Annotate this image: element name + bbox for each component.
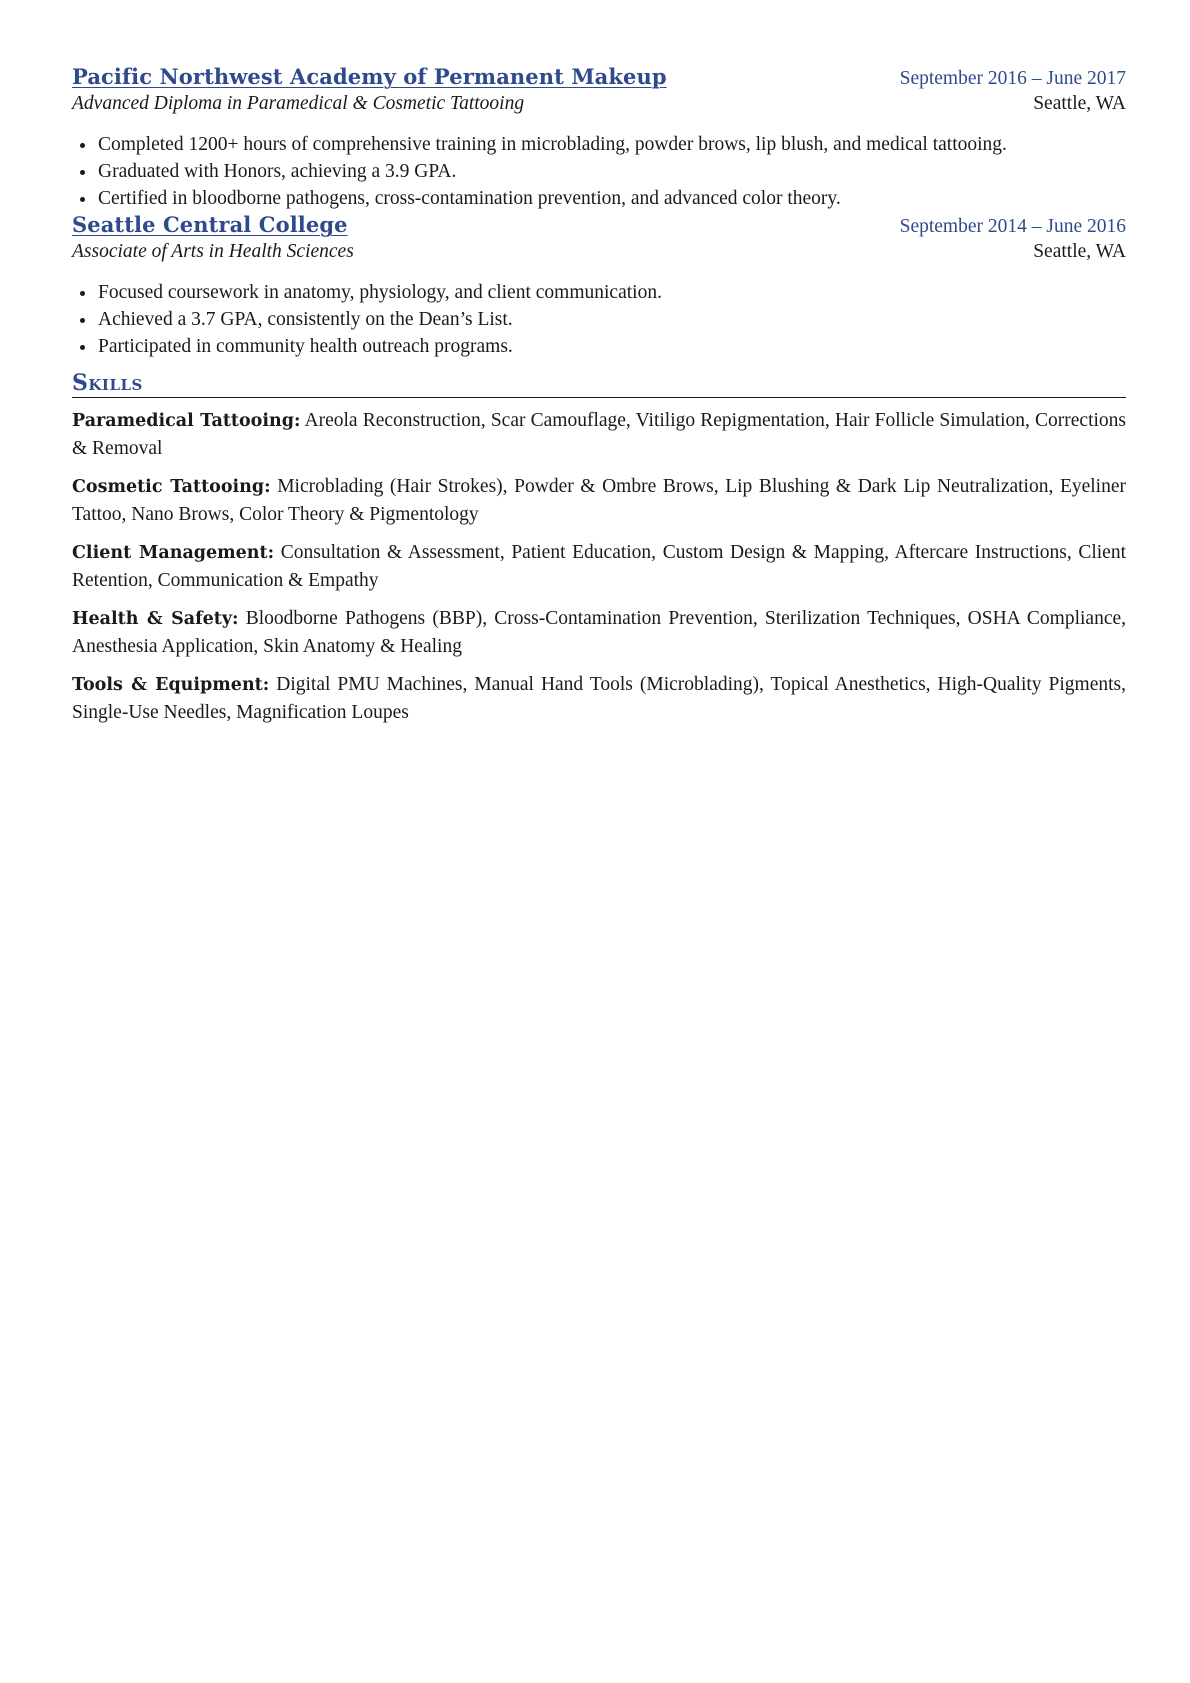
skill-category: [72, 473, 1126, 528]
skill-category-text: Bloodborne Pathogens (BBP), Cross-Contamination Prevention, Sterilization Techniques, OSHA Compliance, Anesthesia Application, Skin Anatomy & Healing: [72, 608, 1127, 657]
education-dates: September 2014 – June 2016: [899, 216, 1126, 237]
education-bullet: Graduated with Honors, achieving a 3.9 GPA.: [98, 158, 1126, 185]
skills-section-header: [72, 366, 1126, 398]
education-location: Seattle, WA: [1033, 93, 1126, 114]
education-subheader-row: [72, 241, 1126, 269]
education-bullet: Focused coursework in anatomy, physiology, and client communication.: [98, 279, 1126, 306]
education-location: Seattle, WA: [1033, 241, 1126, 262]
skill-category-text: Consultation & Assessment, Patient Education, Custom Design & Mapping, Aftercare Instructions, Client Retention, Communication & Empathy: [72, 542, 1126, 591]
education-entry: [72, 212, 1126, 360]
education-bullet-list: [72, 279, 1126, 360]
education-subheader-row: [72, 93, 1126, 121]
skill-category-text: Microblading (Hair Strokes), Powder & Ombre Brows, Lip Blushing & Dark Lip Neutralization, Eyeliner Tattoo, Nano Brows, Color Theory & Pigmentology: [72, 476, 1127, 525]
degree-title: Advanced Diploma in Paramedical & Cosmetic Tattooing: [72, 93, 525, 114]
skill-category-label: Client Management:: [72, 543, 275, 563]
skill-category: [72, 539, 1126, 594]
skill-category: [72, 671, 1126, 726]
skill-category: [72, 407, 1126, 462]
education-entry: [72, 64, 1126, 212]
education-bullet: Participated in community health outreach programs.: [98, 333, 1126, 360]
education-bullet: Completed 1200+ hours of comprehensive training in microblading, powder brows, lip blush, and medical tattooing.: [98, 131, 1126, 158]
education-header-row: [72, 212, 1126, 241]
skill-category-label: Cosmetic Tattooing:: [72, 477, 271, 497]
skill-category-text: Digital PMU Machines, Manual Hand Tools (Microblading), Topical Anesthetics, High-Quality Pigments, Single-Use Needles, Magnification Loupes: [72, 674, 1127, 723]
section-title: Skills: [72, 370, 143, 396]
skill-category-text: Areola Reconstruction, Scar Camouflage, Vitiligo Repigmentation, Hair Follicle Simulation, Corrections & Removal: [72, 410, 1127, 459]
education-bullet: Certified in bloodborne pathogens, cross-contamination prevention, and advanced color theory.: [98, 185, 1126, 212]
education-dates: September 2016 – June 2017: [899, 68, 1126, 89]
skill-category-label: Paramedical Tattooing:: [72, 411, 301, 431]
resume-page: [72, 64, 1126, 726]
school-name-link[interactable]: Pacific Northwest Academy of Permanent Makeup: [72, 64, 667, 89]
skill-category-label: Health & Safety:: [72, 609, 239, 629]
education-bullet-list: [72, 131, 1126, 212]
education-bullet: Achieved a 3.7 GPA, consistently on the Dean’s List.: [98, 306, 1126, 333]
degree-title: Associate of Arts in Health Sciences: [72, 241, 354, 262]
skill-category: [72, 605, 1126, 660]
skill-category-label: Tools & Equipment:: [72, 675, 270, 695]
education-header-row: [72, 64, 1126, 93]
school-name-link[interactable]: Seattle Central College: [72, 212, 348, 237]
